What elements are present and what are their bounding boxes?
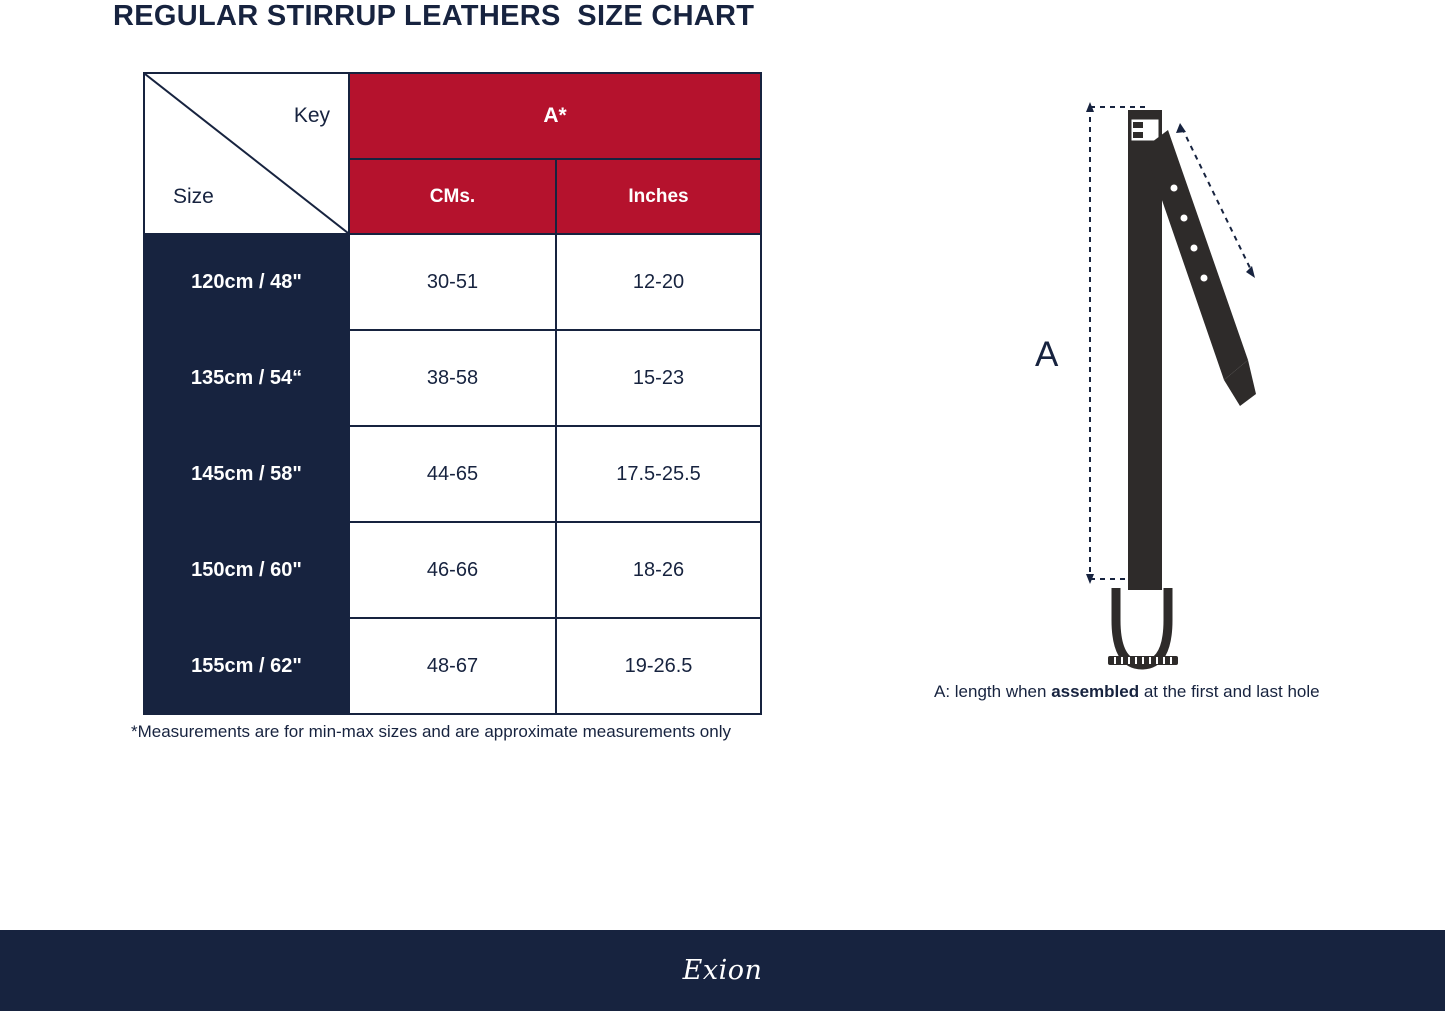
table-row [144, 426, 761, 522]
group-header-a: A* [349, 73, 761, 159]
stirrup-leather-illustration-icon [930, 60, 1400, 700]
row-size: 120cm / 48" [144, 234, 349, 330]
subheader-cm: CMs. [349, 159, 556, 234]
caption-suffix: at the first and last hole [1139, 682, 1320, 701]
caption-bold: assembled [1051, 682, 1140, 701]
stirrup-leather-diagram [930, 60, 1400, 700]
row-cm: 30-51 [349, 234, 556, 330]
corner-key-size-cell [144, 73, 349, 234]
brand-logo: Exion [682, 955, 763, 986]
table-row [144, 522, 761, 618]
page-title: REGULAR STIRRUP LEATHERS SIZE CHART [113, 0, 755, 32]
row-size: 155cm / 62" [144, 618, 349, 714]
table-row [144, 234, 761, 330]
row-inches: 12-20 [556, 234, 761, 330]
corner-key-label: Key [293, 104, 330, 127]
row-size: 135cm / 54“ [144, 330, 349, 426]
dimension-label-a: A [1035, 335, 1059, 374]
diagram-caption [934, 682, 1320, 702]
subheader-inches: Inches [556, 159, 761, 234]
row-cm: 48-67 [349, 618, 556, 714]
row-size: 150cm / 60" [144, 522, 349, 618]
corner-size-label: Size [173, 185, 214, 208]
row-inches: 18-26 [556, 522, 761, 618]
row-cm: 38-58 [349, 330, 556, 426]
caption-prefix: A: length when [934, 682, 1052, 701]
size-chart-table [143, 72, 762, 715]
table-row [144, 330, 761, 426]
row-cm: 46-66 [349, 522, 556, 618]
row-inches: 17.5-25.5 [556, 426, 761, 522]
footer-bar [0, 930, 1445, 1011]
row-inches: 19-26.5 [556, 618, 761, 714]
table-header-row [144, 73, 761, 159]
row-cm: 44-65 [349, 426, 556, 522]
row-size: 145cm / 58" [144, 426, 349, 522]
table-row [144, 618, 761, 714]
measurement-note: *Measurements are for min-max sizes and are approximate measurements only [131, 722, 731, 741]
diagonal-divider-icon [145, 74, 348, 233]
row-inches: 15-23 [556, 330, 761, 426]
